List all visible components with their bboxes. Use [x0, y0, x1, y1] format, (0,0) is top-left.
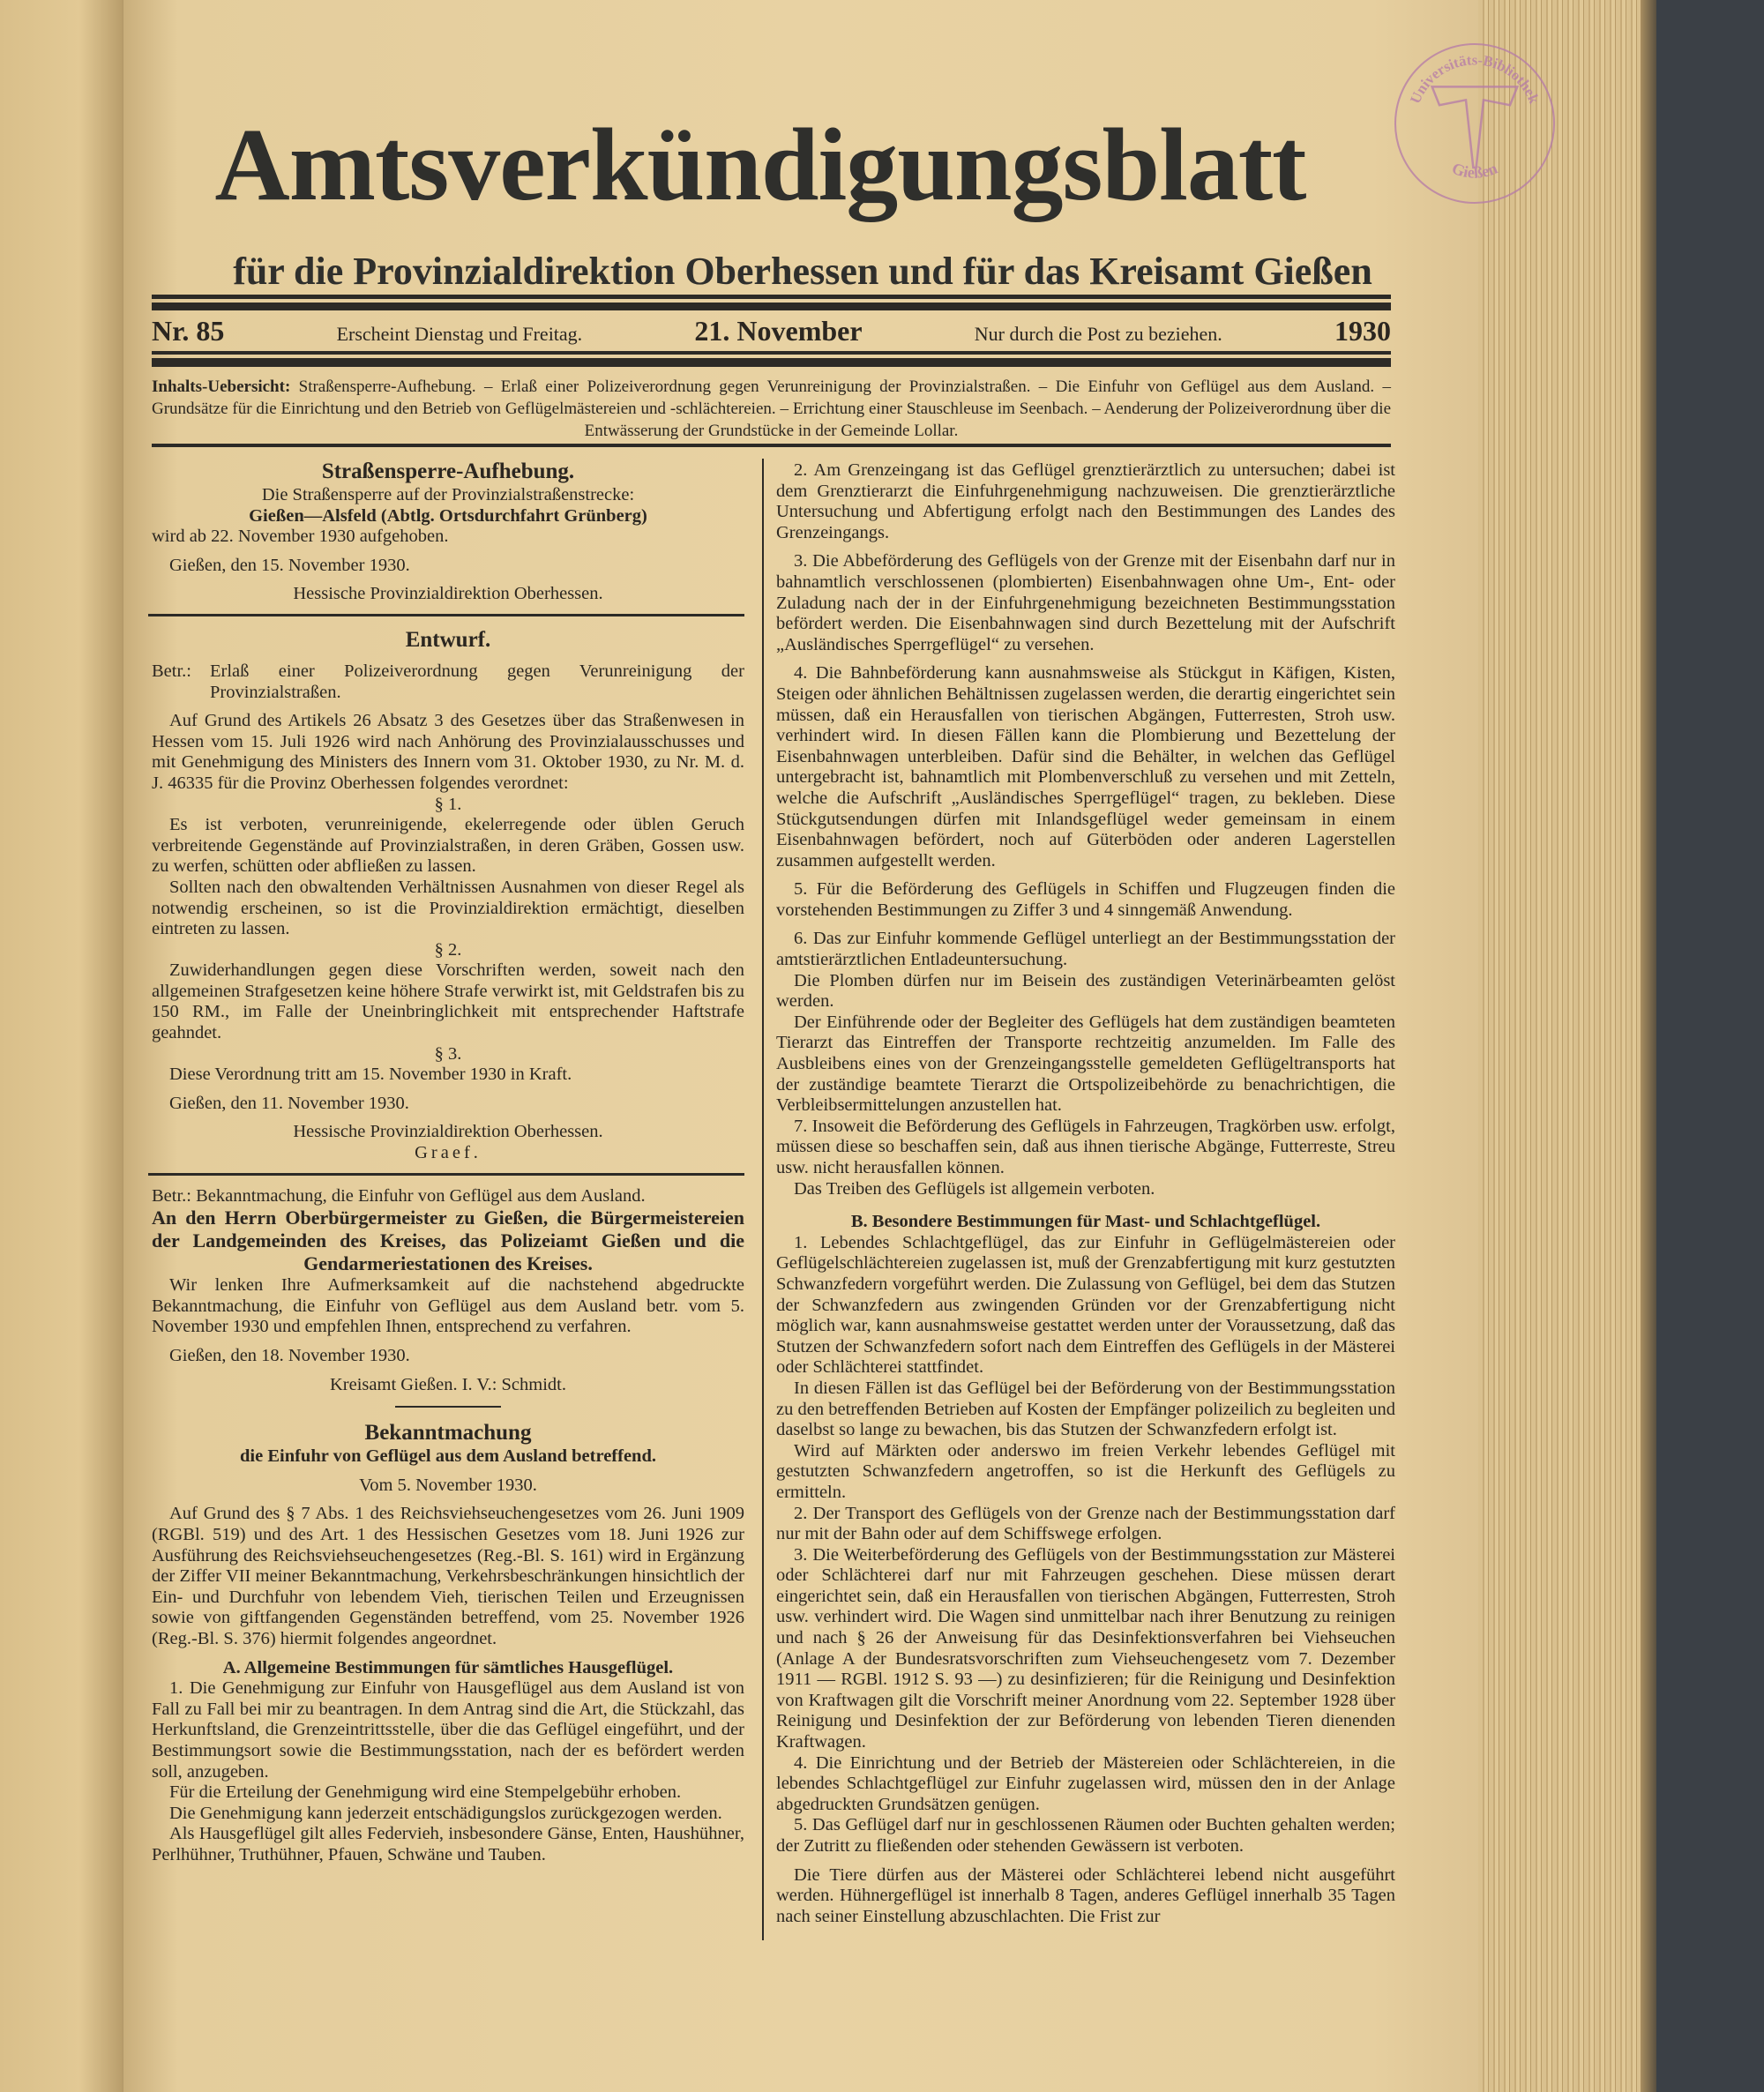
paragraph: Auf Grund des Artikels 26 Absatz 3 des Gesetzes über das Straßenwesen in Hessen vom 15. Juli 1926 wird nach Anhörung des Provinzialausschusses und mit Genehmigung des Ministers des Innern vom 31. Oktober 1930, zu Nr. M. d. J. 46335 für die Provinz Oberhessen folgendes verordnet: [152, 711, 744, 793]
paragraph: Für die Erteilung der Genehmigung wird eine Stempelgebühr erhoben. [169, 1782, 682, 1803]
issue-date: 21. November [694, 315, 863, 347]
paragraph: 5. Für die Beförderung des Geflügels in Schiffen und Flugzeugen finden die vorstehenden Bestimmungen zu Ziffer 3 und 4 sinngemäß Anwendung. [776, 879, 1395, 920]
column-divider [762, 459, 764, 1940]
paragraph: 4. Die Bahnbeförderung kann ausnahmsweise als Stückgut in Käfigen, Kisten, Steigen oder ähnlichen Behältnissen zugelassen werden, die derartig eingerichtet sein müssen, daß ein Herausfallen von tierischen Abgängen, Futterresten, Stroh usw. verhindert wird. In diesen Fällen kann die Plombierung und Bezettelung der Eisenbahnwagen unterbleiben. Dafür sind die Behälter, in welchen das Geflügel untergebracht ist, bahnamtlich mit Plombenverschluß zu versehen und mit Zetteln, welche die Aufschrift „Ausländisches Sperrgeflügel“ tragen, zu bekleben. Diese Stückgutsendungen dürfen mit Inlandsgeflügel weder gemeinsam in einem Eisenbahnwagen befördert, noch auf Güterböden oder anderen Lagerstellen zusammen aufgestellt werden. [776, 663, 1395, 870]
paragraph: 1. Die Genehmigung zur Einfuhr von Hausgeflügel aus dem Ausland ist von Fall zu Fall bei mir zu beantragen. In dem Antrag sind die Art, die Stückzahl, das Herkunftsland, die Grenzeintrittsstelle, über die das Geflügel eingeführt, und der Bestimmungsort sowie die Bestimmungsstation, nach der es befördert werden soll, anzugeben. [152, 1678, 744, 1782]
paragraph: Wird auf Märkten oder anderswo im freien Verkehr lebendes Geflügel mit gestutzten Schwanzfedern angetroffen, so ist die Herkunft des Geflügels zu ermitteln. [776, 1440, 1395, 1502]
paragraph: 2. Der Transport des Geflügels von der Grenze nach der Bestimmungsstation darf nur mit der Bahn oder auf dem Schiffswege erfolgen. [776, 1503, 1395, 1544]
paragraph: Das Treiben des Geflügels ist allgemein verboten. [794, 1178, 1155, 1199]
paragraph: Der Einführende oder der Begleiter des Geflügels hat dem zuständigen beamteten Tierarzt das Eintreffen der Transporte rechtzeitig anzumelden. Im Falle des Ausbleibens eines von der Grenzeingangsstelle gemeldeten Geflügeltransports hat der zuständige beamtete Tierarzt die Ortspolizeibehörde zu benachrichtigen, die Verbleibsermittelungen anzustellen hat. [776, 1012, 1395, 1116]
paragraph: In diesen Fällen ist das Geflügel bei der Beförderung von der Bestimmungsstation zu den betreffenden Betrieben auf Kosten der Empfänger polizeilich zu begleiten und daselbst so lange zu bewachen, bis das Stutzen der Schwanzfedern erfolgt ist. [776, 1378, 1395, 1440]
section-symbol: § 3. [434, 1043, 462, 1064]
paragraph: Zuwiderhandlungen gegen diese Vorschriften werden, soweit nach den allgemeinen Strafgesetzen keine höhere Strafe verwirkt ist, mit Geldstrafen bis zu 150 RM., im Falle der Uneinbringlichkeit mit entsprechender Haftstrafe geahndet. [152, 960, 744, 1043]
paragraph: 7. Insoweit die Beförderung des Geflügels in Fahrzeugen, Tragkörben usw. erfolgt, müssen diese so beschaffen sein, daß aus ihnen tierische Abgänge, Futterreste, Streu usw. nicht herausfallen können. [776, 1116, 1395, 1177]
dateline: Gießen, den 18. November 1930. [169, 1346, 410, 1365]
left-column [152, 459, 744, 1865]
section-heading: Bekanntmachung [364, 1421, 532, 1446]
section-rule [148, 1173, 744, 1176]
section-subheading: die Einfuhr von Geflügel aus dem Ausland betreffend. [240, 1446, 656, 1467]
paragraph: Sollten nach den obwaltenden Verhältnissen Ausnahmen von dieser Regel als notwendig erscheinen, so ist die Provinzialdirektion ermächtigt, dieselben eintreten zu lassen. [152, 877, 744, 939]
route-name: Gießen—Alsfeld (Abtlg. Ortsdurchfahrt Grünberg) [249, 505, 647, 526]
part-heading: B. Besondere Bestimmungen für Mast- und Schlachtgeflügel. [850, 1212, 1321, 1232]
issue-info-bar [152, 314, 1391, 347]
right-column [776, 460, 1395, 1927]
svg-text:Gießen [1449, 159, 1499, 181]
contents-text: Straßensperre-Aufhebung. – Erlaß einer Polizeiverordnung gegen Verunreinigung der Provinzialstraßen. – Die Einfuhr von Geflügel aus dem Ausland. – Grundsätze für die Einrichtung und den Betrieb von Geflügelmästereien und -schlächtereien. – Errichtung einer Stauschleuse im Seenbach. – Aenderung der Polizeiverordnung über die Entwässerung der Grundstücke in der Gemeinde Lollar. [152, 377, 1391, 440]
paragraph: 3. Die Weiterbeförderung des Geflügels von der Bestimmungsstation zur Mästerei oder Schlächterei darf nur mit Fahrzeugen geschehen. Diese müssen derart eingerichtet sein, daß ein Herausfallen von tierischen Abgängen, Futterresten, Stroh usw. verhindert wird. Die Wagen sind unmittelbar nach ihrer Benutzung zu reinigen und nach § 26 der Anweisung für das Desinfektionsverfahren bei Viehseuchen (Anlage A der Bundesratsvorschriften zum Viehseuchengesetz vom 7. Dezember 1911 — RGBl. 1912 S. 93 —) zu desinfizieren; für die Reinigung und Desinfektion von Kraftwagen gilt die Vorschrift meiner Anordnung vom 22. September 1928 über Reinigung und Desinfektion der zur Beförderung von lebenden Tieren dienenden Kraftwagen. [776, 1544, 1395, 1752]
paragraph: 2. Am Grenzeingang ist das Geflügel grenztierärztlich zu untersuchen; dabei ist dem Grenztierarzt die Einfuhrgenehmigung nachzuweisen. Die grenztierärztliche Untersuchung und Abfertigung erfolgt nach den Bestimmungen des Landes des Grenzeingangs. [776, 460, 1395, 542]
short-rule [395, 1406, 501, 1408]
table-of-contents [152, 376, 1391, 442]
paragraph: 4. Die Einrichtung und der Betrieb der Mästereien oder Schlächtereien, in die lebendes Schlachtgeflügel zur Einfuhr zugelassen wird, müssen den in der Anlage abgedruckten Grundsätzen genügen. [776, 1752, 1395, 1814]
header-rule-top [152, 295, 1391, 299]
contents-label: Inhalts-Uebersicht: [152, 377, 291, 396]
address-block: An den Herrn Oberbürgermeister zu Gießen, die Bürgermeistereien der Landgemeinden des Kreises, das Polizeiamt Gießen und die Gendarmeriestationen des Kreises. [152, 1207, 744, 1275]
header-rule-bottom-thick [152, 358, 1391, 367]
paragraph: Die Straßensperre auf der Provinzialstraßenstrecke: [261, 485, 635, 504]
paragraph: Diese Verordnung tritt am 15. November 1930 in Kraft. [169, 1065, 572, 1085]
paragraph: 3. Die Abbeförderung des Geflügels von der Grenze mit der Eisenbahn darf nur in bahnamtlich verschlossenen (plombierten) Eisenbahnwagen ohne Um-, Ent- oder Zuladung nach der in der Einfuhrgenehmigung bezeichneten Bestimmungsstation befördert werden. Die Eisenbahnwagen sind durch Bezettelung mit der Aufschrift „Ausländisches Sperrgeflügel“ zu versehen. [776, 551, 1395, 654]
paragraph: Wir lenken Ihre Aufmerksamkeit auf die nachstehend abgedruckte Bekanntmachung, die Einfuhr von Geflügel aus dem Ausland betr. vom 5. November 1930 und empfehlen Ihnen, entsprechend zu verfahren. [152, 1275, 744, 1337]
paragraph: Als Hausgeflügel gilt alles Federvieh, insbesondere Gänse, Enten, Haushühner, Perlhühner, Truthühner, Pfauen, Schwäne und Tauben. [152, 1824, 744, 1864]
previous-page-edge [0, 0, 132, 2092]
decree-date: Vom 5. November 1930. [359, 1475, 537, 1495]
paragraph: 6. Das zur Einfuhr kommende Geflügel unterliegt an der Bestimmungsstation der amtstierärztlichen Entladeuntersuchung. [776, 929, 1395, 970]
header-rule-top-thick [152, 303, 1391, 310]
publication-schedule: Erscheint Dienstag und Freitag. [336, 323, 583, 345]
subject-line [152, 661, 744, 703]
subject-line: Betr.: Bekanntmachung, die Einfuhr von Geflügel aus dem Ausland. [152, 1185, 646, 1206]
book-page-edges [1478, 0, 1655, 2092]
distribution-note: Nur durch die Post zu beziehen. [974, 323, 1222, 345]
section-heading: Entwurf. [405, 627, 491, 652]
subject-text: Erlaß einer Polizeiverordnung gegen Verunreinigung der Provinzialstraßen. [210, 661, 744, 702]
signatory-name: Graef. [415, 1143, 482, 1163]
paragraph: Die Genehmigung kann jederzeit entschädigungslos zurückgezogen werden. [169, 1803, 722, 1823]
paragraph: 5. Das Geflügel darf nur in geschlossenen Räumen oder Buchten gehalten werden; der Zutritt zu fließenden oder stehenden Gewässern ist verboten. [776, 1815, 1395, 1856]
paragraph: Es ist verboten, verunreinigende, ekelerregende oder üblen Geruch verbreitende Gegenstände auf Provinzialstraßen, in deren Gräben, Gossen usw. zu werfen, schütten oder abfließen zu lassen. [152, 815, 744, 877]
paragraph: Die Tiere dürfen aus der Mästerei oder Schlächterei lebend nicht ausgeführt werden. Hühnergeflügel ist innerhalb 8 Tagen, anderes Geflügel innerhalb 35 Tagen nach seiner Einstellung abzuschlachten. Die Frist zur [776, 1864, 1395, 1926]
section-rule [148, 614, 744, 616]
section-heading: Straßensperre-Aufhebung. [321, 459, 575, 483]
section-symbol: § 2. [434, 939, 462, 960]
issue-year: 1930 [1334, 315, 1391, 347]
library-stamp [1387, 35, 1563, 212]
signature: Hessische Provinzialdirektion Oberhessen. [293, 584, 603, 604]
issue-number: Nr. 85 [152, 315, 225, 347]
dateline: Gießen, den 11. November 1930. [169, 1093, 409, 1113]
paragraph: Die Plomben dürfen nur im Beisein des zuständigen Veterinärbeamten gelöst werden. [776, 970, 1395, 1012]
masthead-subtitle: für die Provinzialdirektion Oberhessen und für das Kreisamt Gießen [233, 250, 1372, 293]
contents-rule [152, 444, 1391, 447]
betr-label: Betr.: [152, 661, 191, 681]
signature: Kreisamt Gießen. I. V.: Schmidt. [330, 1374, 566, 1394]
paragraph: wird ab 22. November 1930 aufgehoben. [152, 527, 449, 547]
stamp-text-top: Universitäts-Bibliothek [1406, 51, 1544, 107]
part-heading: A. Allgemeine Bestimmungen für sämtliches Hausgeflügel. [222, 1657, 674, 1677]
masthead-title: Amtsverkündigungsblatt [214, 107, 1306, 222]
book-edge-shadow [1641, 0, 1656, 2092]
signature: Hessische Provinzialdirektion Oberhessen. [293, 1122, 603, 1142]
stamp-text-bottom: Gießen [1449, 159, 1500, 182]
header-rule-bottom [152, 351, 1391, 355]
paragraph: Auf Grund des § 7 Abs. 1 des Reichsviehseuchengesetzes vom 26. Juni 1909 (RGBl. 519) und des Art. 1 des Hessischen Gesetzes vom 18. Juni 1926 zur Ausführung des Reichsviehseuchengesetzes (Reg.-Bl. S. 161) wird in Ergänzung der Ziffer VII meiner Bekanntmachung, Verkehrsbeschränkungen hinsichtlich der Ein- und Durchfuhr von lebendem Vieh, tierischen Teilen und Erzeugnissen sowie von giftfangenden Gegenständen betreffend, vom 25. November 1926 (Reg.-Bl. S. 376) hiermit folgendes angeordnet. [152, 1504, 744, 1648]
section-symbol: § 1. [434, 794, 462, 814]
paragraph: 1. Lebendes Schlachtgeflügel, das zur Einfuhr in Geflügelmästereien oder Geflügelschlächtereien zugelassen ist, muß der Grenzabfertigung mit kurz gestutzten Schwanzfedern vorgeführt werden. Die Zulassung von Geflügel, bei dem das Stutzen der Schwanzfedern aus zwingenden Gründen vor der Grenzabfertigung nicht möglich war, kann ausnahmsweise gestattet werden unter der Voraussetzung, daß das Stutzen der Schwanzfedern sofort nach dem Eintreffen des Geflügels in der Mästerei oder Schlächterei stattfindet. [776, 1232, 1395, 1378]
dateline: Gießen, den 15. November 1930. [169, 555, 410, 575]
